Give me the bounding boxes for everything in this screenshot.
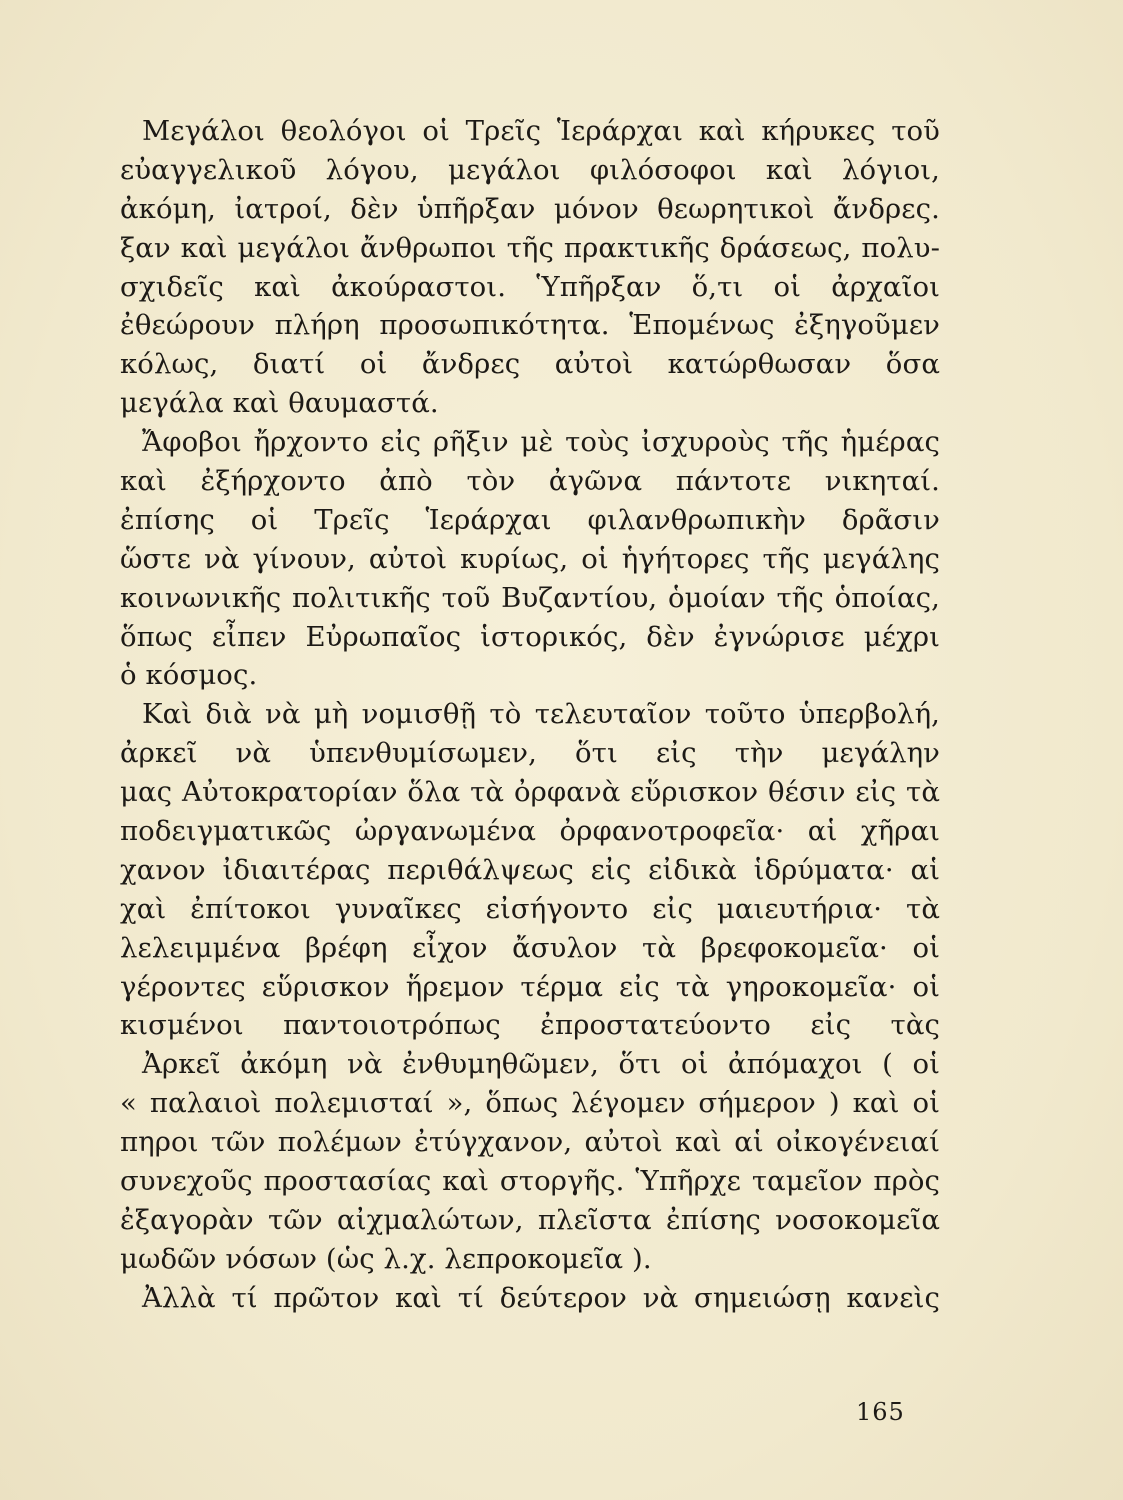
text-line: καὶ ἐξήρχοντο ἀπὸ τὸν ἀγῶνα πάντοτε νικηταί. bbox=[120, 465, 940, 498]
text-line: « παλαιοὶ πολεμισταί », ὅπως λέγομεν σήμερον ) καὶ οἱ bbox=[120, 1087, 940, 1120]
text-line: λελειμμένα βρέφη εἶχον ἄσυλον τὰ βρεφοκομεῖα· οἱ bbox=[120, 931, 940, 964]
text-line: ξαν καὶ μεγάλοι ἄνθρωποι τῆς πρακτικῆς δράσεως, πολυ- bbox=[120, 231, 940, 264]
text-line: ἐπίσης οἱ Τρεῖς Ἱεράρχαι φιλανθρωπικὴν δρᾶσιν bbox=[120, 503, 940, 536]
text-line: Ἀρκεῖ ἀκόμη νὰ ἐνθυμηθῶμεν, ὅτι οἱ ἀπόμαχοι ( οἱ bbox=[142, 1048, 940, 1081]
text-line: ὅπως εἶπεν Εὐρωπαῖος ἱστορικός, δὲν ἐγνώρισε μέχρι bbox=[120, 620, 940, 653]
text-line: συνεχοῦς προστασίας καὶ στοργῆς. Ὑπῆρχε ταμεῖον πρὸς bbox=[120, 1165, 940, 1198]
text-line: εὐαγγελικοῦ λόγου, μεγάλοι φιλόσοφοι καὶ λόγιοι, bbox=[120, 153, 940, 186]
text-line: πηροι τῶν πολέμων ἐτύγχανον, αὐτοὶ καὶ αἱ οἰκογένειαί bbox=[120, 1126, 940, 1159]
text-line: Ἄφοβοι ἤρχοντο εἰς ρῆξιν μὲ τοὺς ἰσχυροὺς τῆς ἡμέρας bbox=[142, 426, 940, 459]
text-line: Μεγάλοι θεολόγοι οἱ Τρεῖς Ἱεράρχαι καὶ κήρυκες τοῦ bbox=[142, 115, 940, 147]
text-line: κοινωνικῆς πολιτικῆς τοῦ Βυζαντίου, ὁμοίαν τῆς ὁποίας, bbox=[120, 581, 940, 614]
body-text bbox=[120, 112, 940, 1318]
text-line: γέροντες εὕρισκον ἥρεμον τέρμα εἰς τὰ γηροκομεῖα· οἱ bbox=[120, 970, 940, 1003]
text-line: Καὶ διὰ νὰ μὴ νομισθῇ τὸ τελευταῖον τοῦτο ὑπερβολή, bbox=[142, 698, 940, 731]
text-line: μωδῶν νόσων (ὡς λ.χ. λεπροκομεῖα ). bbox=[120, 1242, 652, 1275]
text-line: σχιδεῖς καὶ ἀκούραστοι. Ὑπῆρξαν ὅ,τι οἱ ἀρχαῖοι bbox=[120, 270, 940, 303]
text-line: ὁ κόσμος. bbox=[120, 659, 258, 692]
text-line: μας Αὐτοκρατορίαν ὅλα τὰ ὀρφανὰ εὕρισκον θέσιν εἰς τὰ bbox=[120, 776, 940, 809]
text-line: ἐξαγορὰν τῶν αἰχμαλώτων, πλεῖστα ἐπίσης νοσοκομεῖα bbox=[120, 1203, 940, 1236]
text-line: κισμένοι παντοιοτρόπως ἐπροστατεύοντο εἰς τὰς bbox=[120, 1009, 940, 1042]
page-number: 165 bbox=[856, 1398, 905, 1426]
text-line: ὥστε νὰ γίνουν, αὐτοὶ κυρίως, οἱ ἡγήτορες τῆς μεγάλης bbox=[120, 542, 940, 575]
text-line: κόλως, διατί οἱ ἄνδρες αὐτοὶ κατώρθωσαν ὅσα bbox=[120, 348, 940, 381]
text-line: ἀρκεῖ νὰ ὑπενθυμίσωμεν, ὅτι εἰς τὴν μεγάλην bbox=[120, 737, 940, 770]
text-line: ἐθεώρουν πλήρη προσωπικότητα. Ἑπομένως ἐξηγοῦμεν bbox=[120, 309, 940, 342]
text-line: χανον ἰδιαιτέρας περιθάλψεως εἰς εἰδικὰ ἱδρύματα· αἱ bbox=[120, 853, 940, 886]
text-line: ἀκόμη, ἰατροί, δὲν ὑπῆρξαν μόνον θεωρητικοὶ ἄνδρες. bbox=[120, 192, 940, 225]
text-line: χαὶ ἐπίτοκοι γυναῖκες εἰσήγοντο εἰς μαιευτήρια· τὰ bbox=[120, 892, 940, 925]
text-line: ποδειγματικῶς ὠργανωμένα ὀρφανοτροφεῖα· αἱ χῆραι bbox=[120, 815, 940, 848]
text-line: Ἀλλὰ τί πρῶτον καὶ τί δεύτερον νὰ σημειώσῃ κανεὶς bbox=[142, 1281, 940, 1314]
text-line: μεγάλα καὶ θαυμαστά. bbox=[120, 387, 439, 420]
